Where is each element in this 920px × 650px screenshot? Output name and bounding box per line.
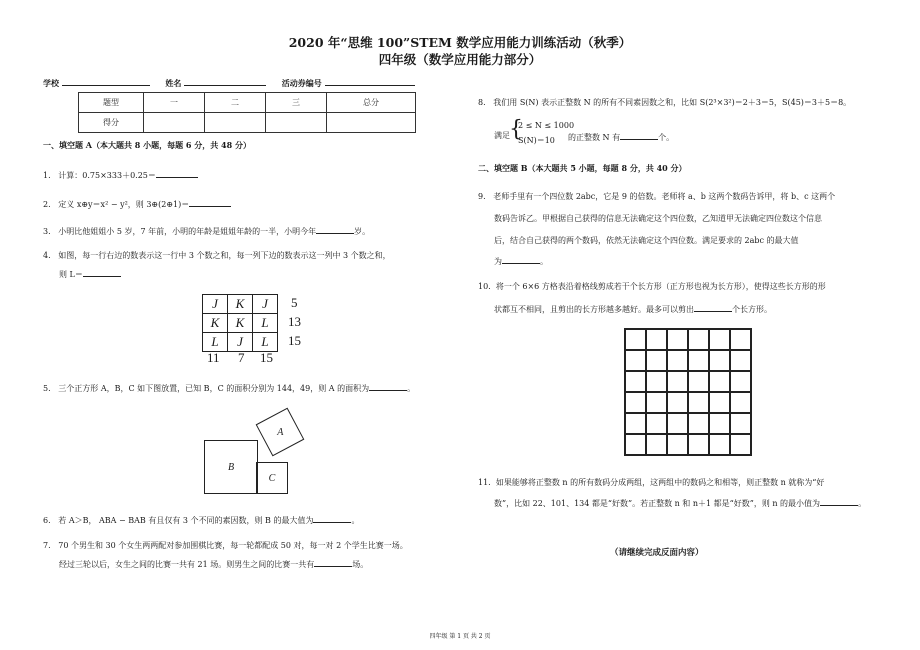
grid-cell: L (253, 333, 278, 352)
answer-blank-3[interactable] (316, 224, 354, 234)
condition-2: S(N)＝10 (518, 136, 555, 145)
answer-blank-10[interactable] (694, 302, 732, 312)
brace-symbol: { (509, 117, 523, 142)
page-subtitle: 四年级（数学应用能力部分） (378, 52, 542, 67)
score-header-1: 一 (144, 93, 205, 113)
answer-blank-1[interactable] (156, 168, 198, 178)
question-1: 1. 计算：0.75×333＋0.25＝ (43, 168, 198, 181)
answer-blank-9[interactable] (502, 254, 540, 264)
score-header-3: 三 (266, 93, 327, 113)
answer-blank-8[interactable] (620, 130, 658, 140)
score-row-label: 得分 (79, 113, 144, 133)
answer-blank-4[interactable] (83, 267, 121, 277)
square-b: B (204, 440, 258, 494)
grid-cell: K (203, 314, 228, 333)
score-cell-3[interactable] (266, 113, 327, 133)
grid-cell: J (253, 295, 278, 314)
col-sum-3: 15 (260, 350, 273, 365)
question-9: 9. 老师手里有一个四位数 2abc，它是 9 的倍数。老师将 a、b 这两个数码告诉甲，将 b、c 这两个 (478, 192, 836, 201)
col-sum-1: 11 (207, 350, 220, 365)
square-c: C (256, 462, 288, 494)
answer-blank-11[interactable] (820, 496, 858, 506)
school-label: 学校 (43, 78, 59, 88)
question-5: 5. 三个正方形 A，B，C 如下图放置，已知 B，C 的面积分别为 144，49，则 A 的面积为 。 (43, 381, 415, 394)
question-9-line4: 为 。 (494, 254, 548, 267)
section-a-heading: 一、填空题 A（本大题共 8 小题，每题 6 分，共 48 分） (43, 140, 251, 150)
condition-1: 2 ≤ N ≤ 1000 (518, 121, 575, 130)
grid-cell: L (203, 333, 228, 352)
page-footer: 四年级 第 1 页 共 2 页 (429, 633, 491, 640)
question-4: 4. 如图，每一行右边的数表示这一行中 3 个数之和，每一列下边的数表示这一列中 3 个数之和， (43, 251, 391, 260)
answer-blank-5[interactable] (369, 381, 407, 391)
continue-note: （请继续完成反面内容） (610, 548, 704, 558)
question-10-line2: 状都互不相同，且剪出的长方形越多越好。最多可以剪出 个长方形。 (494, 302, 772, 315)
ticket-field[interactable] (325, 76, 415, 86)
row-sum-2: 13 (288, 314, 301, 329)
info-line (43, 76, 415, 89)
school-field[interactable] (62, 76, 150, 86)
answer-blank-7[interactable] (314, 557, 352, 567)
question-8-satisfy: 满足 (494, 131, 510, 140)
score-cell-1[interactable] (144, 113, 205, 133)
col-sum-2: 7 (238, 350, 245, 365)
section-b-heading: 二、填空题 B（本大题共 5 小题，每题 8 分，共 40 分） (478, 163, 687, 173)
answer-blank-6[interactable] (313, 513, 351, 523)
question-7: 7. 70 个男生和 30 个女生两两配对参加围棋比赛，每一轮都配成 50 对，每一对 2 个学生比赛一场。 (43, 541, 408, 550)
name-field[interactable] (184, 76, 266, 86)
grid-cell: K (228, 314, 253, 333)
question-3: 3. 小明比他姐姐小 5 岁，7 年前，小明的年龄是姐姐年龄的一半，小明今年 岁。 (43, 224, 370, 237)
question-9-line2: 数码告诉乙。甲根据自己获得的信息无法确定这个四位数，乙知道甲无法确定四位数这个信息 (494, 214, 822, 223)
row-sum-1: 5 (291, 295, 298, 310)
question-9-line3: 后，结合自己获得的两个数码，依然无法确定这个四位数。满足要求的 2abc 的最大值 (494, 236, 799, 245)
grid-cell: J (228, 333, 253, 352)
question-4-line2: 则 L＝ (59, 267, 121, 280)
score-header-type: 题型 (79, 93, 144, 113)
question-8: 8. 我们用 S(N) 表示正整数 N 的所有不同素因数之和，比如 S(2³×3²)＝2＋3＝5，S(45)＝3＋5＝8。 (478, 98, 852, 107)
score-cell-total[interactable] (327, 113, 416, 133)
question-11-line2: 数”，比如 22、101、134 都是“好数”。若正整数 n 和 n＋1 都是“好数”，则 n 的最小值为 。 (494, 496, 866, 509)
score-cell-2[interactable] (205, 113, 266, 133)
page-title: 2020 年“思维 100”STEM 数学应用能力训练活动（秋季） (288, 35, 632, 50)
question-10: 10. 将一个 6×6 方格表沿着格线剪成若干个长方形（正方形也视为长方形），使得这些长方形的形 (478, 282, 826, 291)
ticket-label: 活动券编号 (281, 78, 322, 88)
question-8-tail: 的正整数 N 有 个。 (568, 130, 674, 143)
grid-cell: J (203, 295, 228, 314)
score-header-2: 二 (205, 93, 266, 113)
score-table (78, 92, 416, 133)
square-a: A (256, 408, 305, 457)
question-2: 2. 定义 x⊕y＝x² − y²，则 3⊕(2⊕1)＝ (43, 197, 231, 210)
letter-grid (202, 294, 278, 352)
row-sum-3: 15 (288, 333, 301, 348)
question-6: 6. 若 A＞B， ABA − BAB 有且仅有 3 个不同的素因数，则 B 的最大值为 。 (43, 513, 359, 526)
question-7-line2: 经过三轮以后，女生之间的比赛一共有 21 场。则男生之间的比赛一共有 场。 (59, 557, 368, 570)
name-label: 姓名 (165, 78, 182, 88)
six-by-six-grid (624, 328, 752, 456)
score-header-total: 总分 (327, 93, 416, 113)
answer-blank-2[interactable] (189, 197, 231, 207)
grid-cell: K (228, 295, 253, 314)
question-11: 11. 如果能够将正整数 n 的所有数码分成两组，这两组中的数码之和相等，则正整数 n 就称为“好 (478, 478, 825, 487)
grid-cell: L (253, 314, 278, 333)
